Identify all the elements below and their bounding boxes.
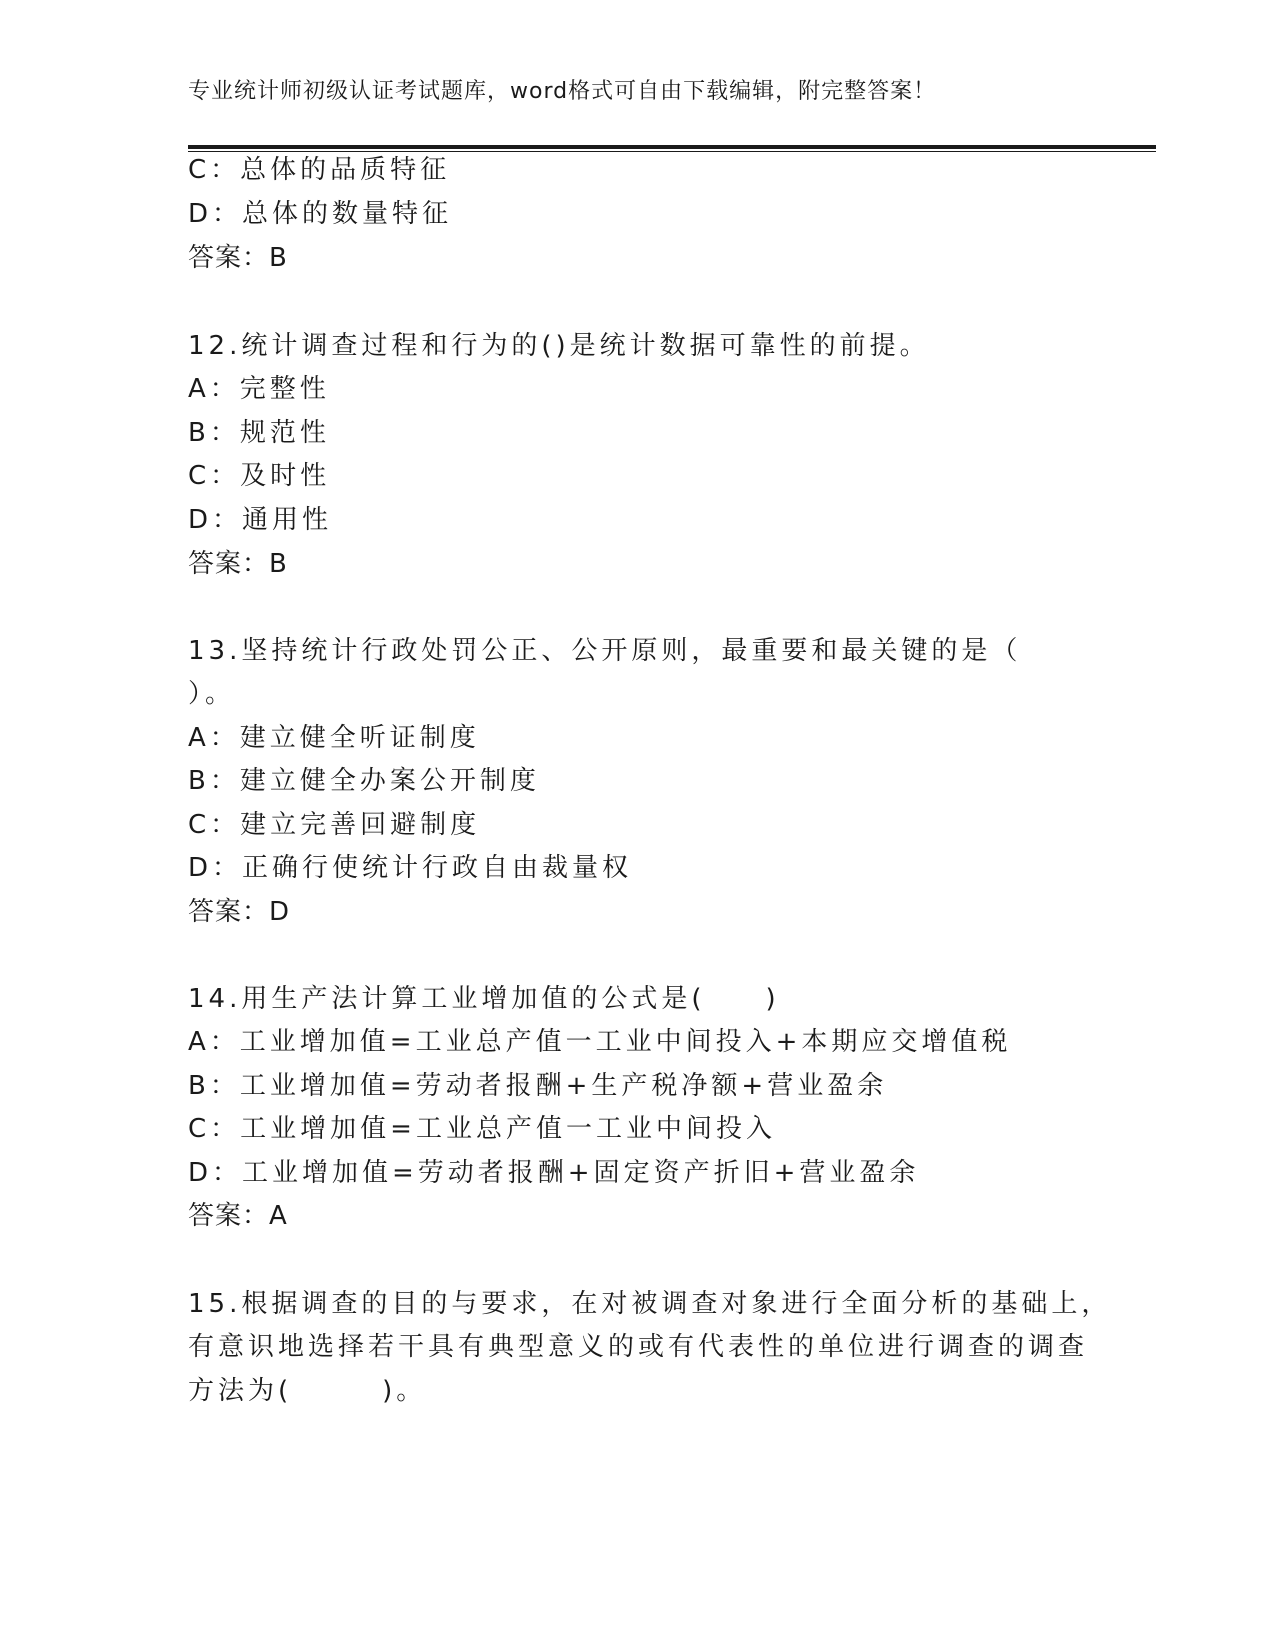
question-12: 12.统计调查过程和行为的()是统计数据可靠性的前提。: [188, 331, 930, 361]
option-b: B：工业增加值=劳动者报酬+生产税净额+营业盈余: [188, 1071, 888, 1101]
option-c: C：及时性: [188, 461, 331, 491]
option-a: A：工业增加值=工业总产值一工业中间投入+本期应交增值税: [188, 1027, 1012, 1057]
answer: 答案：B: [188, 243, 288, 273]
question-15-continued: 有意识地选择若干具有典型意义的或有代表性的单位进行调查的调查: [188, 1332, 1089, 1362]
option-b: B：建立健全办案公开制度: [188, 766, 540, 796]
header-divider: [188, 145, 1156, 149]
option-b: B：规范性: [188, 418, 330, 448]
answer: 答案：B: [188, 549, 288, 579]
option-a: A：建立健全听证制度: [188, 723, 480, 753]
question-14: 14.用生产法计算工业增加值的公式是( ): [188, 984, 780, 1014]
question-13-continued: ）。: [188, 679, 236, 709]
option-d: D：通用性: [188, 505, 333, 535]
answer: 答案：D: [188, 897, 291, 927]
option-a: A：完整性: [188, 374, 330, 404]
question-15: 15.根据调查的目的与要求，在对被调查对象进行全面分析的基础上，: [188, 1289, 1112, 1319]
option-d: D：正确行使统计行政自由裁量权: [188, 853, 633, 883]
option-c: C：工业增加值=工业总产值一工业中间投入: [188, 1114, 776, 1144]
answer: 答案：A: [188, 1201, 288, 1231]
header-divider-thin: [188, 151, 1156, 152]
option-d: D：工业增加值=劳动者报酬+固定资产折旧+营业盈余: [188, 1158, 920, 1188]
question-15-continued: 方法为( )。: [188, 1376, 427, 1406]
option-c: C：建立完善回避制度: [188, 810, 481, 840]
option-c: C：总体的品质特征: [188, 155, 451, 185]
question-13: 13.坚持统计行政处罚公正、公开原则，最重要和最关键的是（: [188, 636, 1022, 666]
page-header: 专业统计师初级认证考试题库，word格式可自由下载编辑，附完整答案！: [188, 79, 937, 104]
option-d: D：总体的数量特征: [188, 199, 453, 229]
